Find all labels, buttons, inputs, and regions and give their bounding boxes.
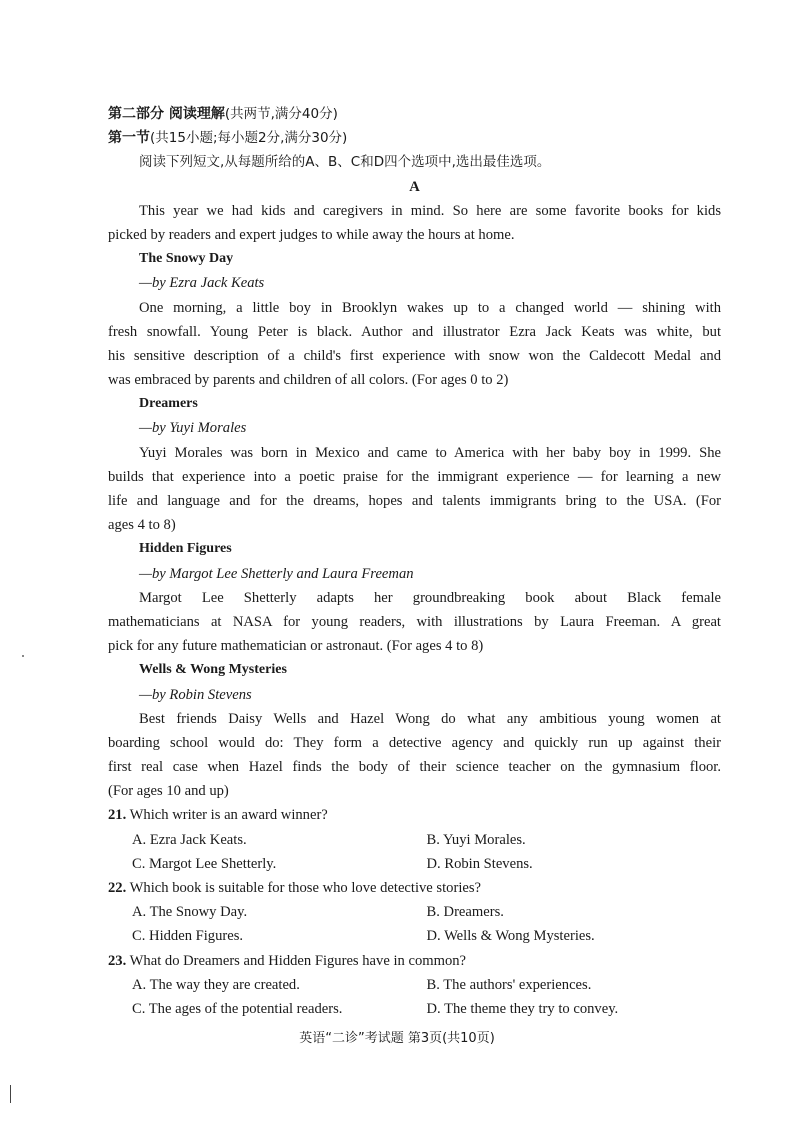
question-stem [108,949,721,973]
scan-speck [22,655,24,657]
question-text: Which writer is an award winner? [129,807,328,824]
section-heading [108,126,721,150]
option-row [108,828,721,852]
question-stem [108,876,721,900]
option-row [108,900,721,924]
option-row [108,973,721,997]
option-d: D. Wells & Wong Mysteries. [426,928,595,945]
book-author: —by Ezra Jack Keats [139,275,265,292]
book-text-line: his sensitive description of a child's first experience with snow won the Caldecott Medal and [108,347,721,364]
option-b: B. The authors' experiences. [426,976,592,993]
book-author: —by Margot Lee Shetterly and Laura Freeman [139,565,414,582]
instruction: 阅读下列短文,从每题所给的A、B、C和D四个选项中,选出最佳选项。 [139,154,551,171]
book-text-line: Best friends Daisy Wells and Hazel Wong do what any ambitious young women at [139,710,721,727]
book-text-line: pick for any future mathematician or astronaut. (For ages 4 to 8) [108,638,484,655]
option-c: C. Margot Lee Shetterly. [132,855,277,872]
book-text-line: mathematicians at NASA for young readers, with illustrations by Laura Freeman. A great [108,613,721,630]
intro-line: This year we had kids and caregivers in mind. So here are some favorite books for kids [139,202,721,219]
scan-edge-mark [10,1085,11,1103]
option-row [108,997,721,1021]
option-row [108,852,721,876]
option-b: B. Yuyi Morales. [426,831,526,848]
book-text-line: boarding school would do: They form a detective agency and quickly run up against their [108,734,721,751]
book-text-line: Margot Lee Shetterly adapts her groundbreaking book about Black female [139,589,721,606]
book-text-line: first real case when Hazel finds the body of their science teacher on the gymnasium floor. [108,759,721,776]
book-text-line: was embraced by parents and children of all colors. (For ages 0 to 2) [108,372,509,389]
question-stem [108,803,721,827]
intro-line: picked by readers and expert judges to while away the hours at home. [108,226,515,243]
question-number: 22. [108,880,127,896]
book-text-line: (For ages 10 and up) [108,783,229,800]
book-title: Hidden Figures [139,541,232,557]
exam-page [108,102,721,1021]
option-b: B. Dreamers. [426,904,504,921]
book-author: —by Robin Stevens [139,686,252,703]
book-title: Dreamers [139,396,198,412]
option-row [108,924,721,948]
part-heading [108,102,721,126]
section-note: (共15小题;每小题2分,满分30分) [150,130,348,147]
page-footer: 英语“二诊”考试题 第3页(共10页) [299,1031,495,1046]
book-author: —by Yuyi Morales [139,420,247,437]
option-a: A. The Snowy Day. [132,904,248,921]
book-text-line: fresh snowfall. Young Peter is black. Author and illustrator Ezra Jack Keats was white, but [108,323,721,340]
book-title: The Snowy Day [139,251,234,267]
book-text-line: ages 4 to 8) [108,517,176,534]
option-c: C. Hidden Figures. [132,928,244,945]
option-a: A. Ezra Jack Keats. [132,831,247,848]
question-text: Which book is suitable for those who love detective stories? [129,880,482,896]
question-text: What do Dreamers and Hidden Figures have in common? [129,952,467,969]
book-title: Wells & Wong Mysteries [139,662,287,678]
question-number: 23. [108,952,127,969]
book-text-line: builds that experience into a poetic praise for the immigrant experience — for learning a new [108,468,721,485]
option-c: C. The ages of the potential readers. [132,1000,343,1017]
part-note: (共两节,满分40分) [224,106,338,122]
option-d: D. Robin Stevens. [426,855,533,872]
question-number: 21. [108,807,127,824]
book-text-line: life and language and for the dreams, hopes and talents immigrants bring to the USA. (For [108,493,721,509]
book-text-line: One morning, a little boy in Brooklyn wakes up to a changed world — shining with [139,299,721,316]
option-d: D. The theme they try to convey. [426,1000,619,1017]
section-title: 第一节 [108,130,150,147]
option-a: A. The way they are created. [132,976,300,993]
passage-label: A [409,178,420,195]
part-title: 第二部分 阅读理解 [108,106,225,122]
book-text-line: Yuyi Morales was born in Mexico and came to America with her baby boy in 1999. She [139,444,721,461]
